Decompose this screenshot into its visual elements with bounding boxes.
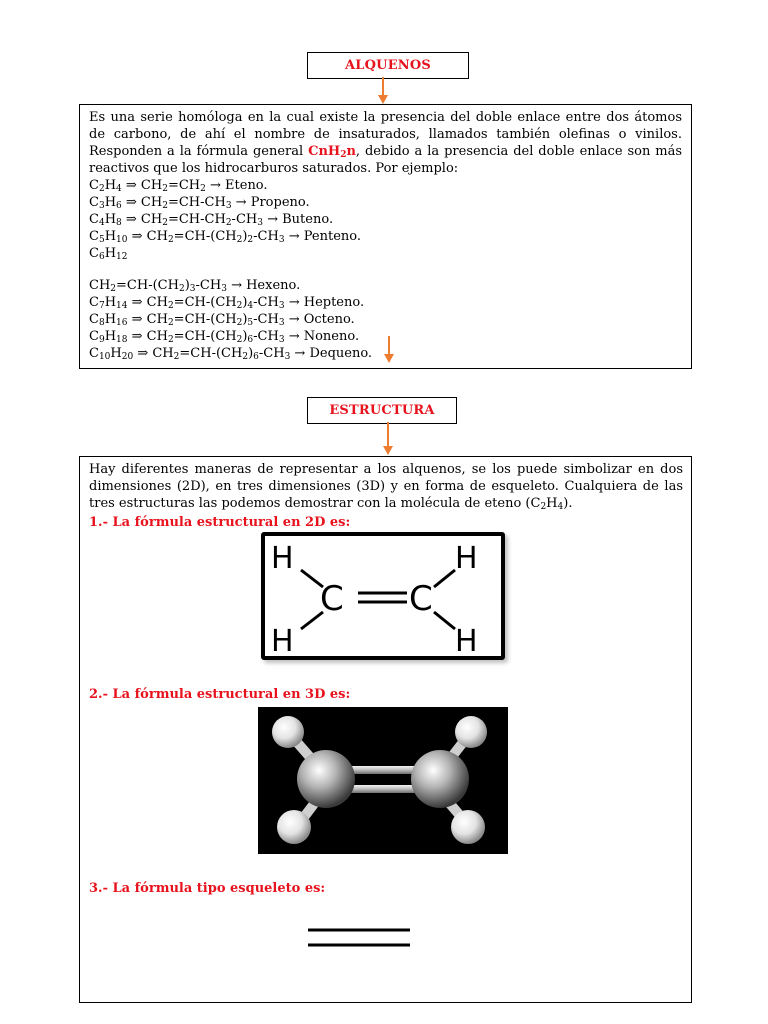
down-arrow-icon — [376, 77, 390, 105]
carbon-sphere — [411, 750, 469, 808]
hydrogen-atom: H — [455, 624, 478, 656]
single-bond — [434, 570, 455, 587]
example-line: $C_5H_{10}$ ⇒ $CH_2=CH-(CH_2)_2-CH_3$ → Penteno. — [89, 229, 361, 245]
example-line: $C_6H_{12}$ — [89, 246, 128, 262]
hydrogen-atom: H — [271, 624, 294, 656]
estructura-title: ESTRUCTURA — [329, 403, 435, 418]
estructura-intro: Hay diferentes maneras de representar a los alquenos, se los puede simbolizar en dos dimensiones (2D), en tres dimensiones (3D) y en forma de esqueleto. Cualquiera de las tres estructuras las podemos demostrar con la molécula de eteno $(C_2H_4)$. — [89, 462, 683, 512]
hydrogen-sphere — [455, 716, 487, 748]
example-line: $C_3H_6$ ⇒ $CH_2=CH-CH_3$ → Propeno. — [89, 195, 310, 211]
example-line: $C_4H_8$ ⇒ $CH_2=CH-CH_2-CH_3$ → Buteno. — [89, 212, 334, 228]
general-formula: CnH$_2$n — [308, 144, 356, 160]
carbon-atom: C — [320, 579, 344, 619]
single-bond — [301, 612, 323, 629]
heading-2d: 1.- La fórmula estructural en 2D es: — [89, 515, 351, 530]
down-arrow-icon — [382, 336, 396, 364]
example-line: $C_{10}H_{20}$ ⇒ $CH_2=CH-(CH_2)_6-CH_3$ → Dequeno. — [89, 346, 373, 362]
examples-list — [89, 177, 682, 362]
skeletal-formula — [306, 925, 412, 951]
estructura-title-box — [307, 397, 457, 424]
ball-and-stick-model-3d — [258, 707, 508, 854]
hydrogen-atom: H — [455, 541, 478, 576]
estructura-box — [79, 456, 692, 1003]
heading-skeleton: 3.- La fórmula tipo esqueleto es: — [89, 881, 326, 896]
alquenos-intro: Es una serie homóloga en la cual existe la presencia del doble enlace entre dos átomos de carbono, de ahí el nombre de insaturados, llamados también olefinas o vinilos. Responden a la fórmula general CnH$_2$n, debido a la presencia del doble enlace son más reactivos que los hidrocarburos saturados. Por ejemplo: — [89, 110, 683, 176]
alquenos-title: ALQUENOS — [345, 58, 431, 73]
carbon-sphere — [297, 750, 355, 808]
example-line: $C_2H_4$ ⇒ $CH_2=CH_2$ → Eteno. — [89, 178, 268, 194]
hydrogen-sphere — [277, 810, 311, 844]
hydrogen-atom: H — [271, 541, 294, 576]
single-bond — [434, 612, 455, 629]
alquenos-definition-box — [79, 104, 692, 369]
hydrogen-sphere — [272, 716, 304, 748]
example-line: $C_8H_{16}$ ⇒ $CH_2=CH-(CH_2)_5-CH_3$ → Octeno. — [89, 312, 355, 328]
down-arrow-icon — [381, 422, 395, 456]
example-line: $CH_2=CH-(CH_2)_3-CH_3$ → Hexeno. — [89, 278, 301, 294]
example-line: $C_7H_{14}$ ⇒ $CH_2=CH-(CH_2)_4-CH_3$ → Hepteno. — [89, 295, 365, 311]
structural-formula-2d — [261, 532, 505, 660]
example-line: $C_9H_{18}$ ⇒ $CH_2=CH-(CH_2)_6-CH_3$ → Noneno. — [89, 329, 360, 345]
carbon-atom: C — [409, 579, 433, 619]
alquenos-title-box — [307, 52, 469, 79]
hydrogen-sphere — [451, 810, 485, 844]
heading-3d: 2.- La fórmula estructural en 3D es: — [89, 687, 351, 702]
